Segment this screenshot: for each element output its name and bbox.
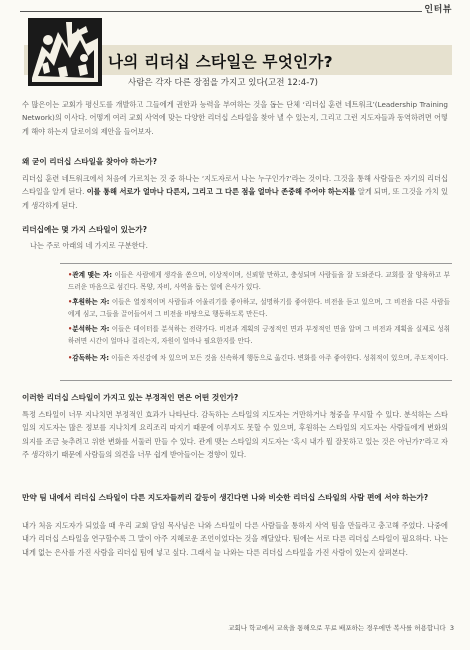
question-4: 만약 팀 내에서 리더십 스타일이 다른 지도자들끼리 갈등이 생긴다면 나와 비슷한 리더십 스타일의 사람 편에 서야 하는가? (22, 493, 429, 502)
question-2: 리더십에는 몇 가지 스타일이 있는가? (22, 225, 148, 234)
page-number: 3 (449, 624, 454, 632)
style-text: 이들은 열정적이며 사람들과 어울리기를 좋아하고, 설명하기를 좋아한다. 비전을 듣고 있으며, 그 비전을 다른 사람들에게 심고, 그들을 끌어들여서 그 비전을 바탕으로 행동하도록 만든다. (68, 298, 451, 319)
bullet-icon: • (68, 325, 73, 333)
styles-intro: 나는 주로 아래의 네 가지로 구분한다. (30, 241, 148, 250)
style-item-relator (68, 269, 450, 293)
style-text: 이들은 자신감에 차 있으며 모든 것을 신속하게 행동으로 옮긴다. 변화를 아주 좋아한다. 성취적이 있으며, 주도적이다. (109, 354, 449, 362)
style-label: 분석하는 자: (72, 325, 110, 333)
page-subtitle: 사람은 각자 다른 장점을 가지고 있다(고전 12:4-7) (128, 78, 318, 88)
style-text: 이들은 데이터를 분석하는 전략가다. 비전과 계획의 긍정적인 면과 부정적인 면을 알며 그 비전과 계획을 실제로 성취하려면 시간이 얼마나 걸리는지, 자원이 얼마나 필요한지를 안다. (68, 325, 451, 346)
answer-1-highlight: 이를 통해 서로가 얼마나 다른지, 그리고 그 다른 점을 얼마나 존중해 주어야 하는지를 (86, 187, 356, 197)
footer (228, 623, 454, 632)
page-title: 나의 리더십 스타일은 무엇인가? (108, 53, 333, 71)
style-item-sponsor (68, 296, 450, 320)
style-label: 관계 맺는 자: (72, 271, 112, 279)
answer-4: 내가 처음 지도자가 되었을 때 우리 교회 담임 목사님은 나와 스타일이 다른 사람들을 통하지 사역 팀을 만들라고 충고해 주었다. 나중에 내가 리더십 스타일을 연구할수록 그 말이 아주 지혜로운 조언이었다는 것을 깨달았다. 팀에는 서로 다른 리더십 스타일이 필요하다. 나는 내게 없는 은사를 가진 사람을 리더십 팀에 넣고 싶다. 그래서 늘 나와는 다른 리더십 스타일을 가진 사람이 있는지 살펴본다. (22, 521, 448, 557)
question-1: 왜 굳이 리더십 스타일을 찾아야 하는가? (22, 157, 157, 166)
bullet-icon: • (68, 354, 73, 362)
style-label: 후원하는 자: (72, 298, 110, 306)
top-rule (20, 11, 422, 12)
answer-1-part-a: 리더십 훈련 네트워크에서 처음에 가르치는 것 중 하나는 ‘지도자로서 나는 누구인가?’라는 것이다. 그것을 통해 사람들은 자기의 리더십 스타일을 알게 된다. (22, 174, 448, 197)
woodcut-illustration-icon (28, 18, 102, 86)
answer-1 (22, 172, 448, 212)
style-item-analyzer (68, 323, 450, 347)
style-label: 감독하는 자: (72, 354, 109, 362)
bullet-icon: • (68, 298, 73, 306)
question-3: 이러한 리더십 스타일이 가지고 있는 부정적인 면은 어떤 것인가? (22, 393, 239, 402)
answer-1-part-b: 알게 되며, 또 그것을 가치 있게 생각하게 된다. (22, 187, 448, 210)
style-item-director (68, 352, 450, 364)
section-tag: 인터뷰 (424, 5, 452, 15)
bullet-icon: • (68, 271, 73, 279)
style-text: 이들은 사람에게 생각을 쏟으며, 이상적이며, 신뢰할 만하고, 충성되며 사람들을 잘 도와준다. 교회를 잘 양육하고 부드러운 마음으로 섬긴다. 목양, 자비, 사역을 돕는 일에 은사가 있다. (68, 271, 451, 292)
intro-paragraph: 수 많은이는 교회가 평신도를 개발하고 그들에게 권한과 능력을 부여하는 것을 돕는 단체 ‘리더십 훈련 네트워크’(Leadership Training Network)의 이사다. 어떻게 여러 교회 사역에 맞는 다양한 리더십 스타일을 찾아 낼 수 있는지, 그리고 그런 지도자들과 동역하려면 어떻게 해야 하는지 달로이의 제안을 들어보자. (22, 100, 448, 136)
footer-note: 교회나 학교에서 교육을 통해으로 무료 배포하는 경우에만 복사를 허용합니다 (228, 624, 446, 632)
answer-3: 특정 스타일이 너무 지나치면 부정적인 효과가 나타난다. 감독하는 스타일의 지도자는 거만하거나 청중을 무시할 수 있다. 분석하는 스타일의 지도자는 많은 정보를 지나치게 요리조리 따지기 때문에 이루지도 못할 수 있으며, 후원하는 스타일의 지도자는 사람들에게 변화의 의지를 조금 늦추려고 위한 변화를 서둘러 만들 수 있다. 관계 맺는 스타일의 지도자는 ‘혹시 내가 뭘 잘못하고 있는 것은 아닌가?’라고 자주 생각하기 때문에 사람들의 의견을 너무 쉽게 받아들이는 경향이 있다. (22, 410, 448, 460)
